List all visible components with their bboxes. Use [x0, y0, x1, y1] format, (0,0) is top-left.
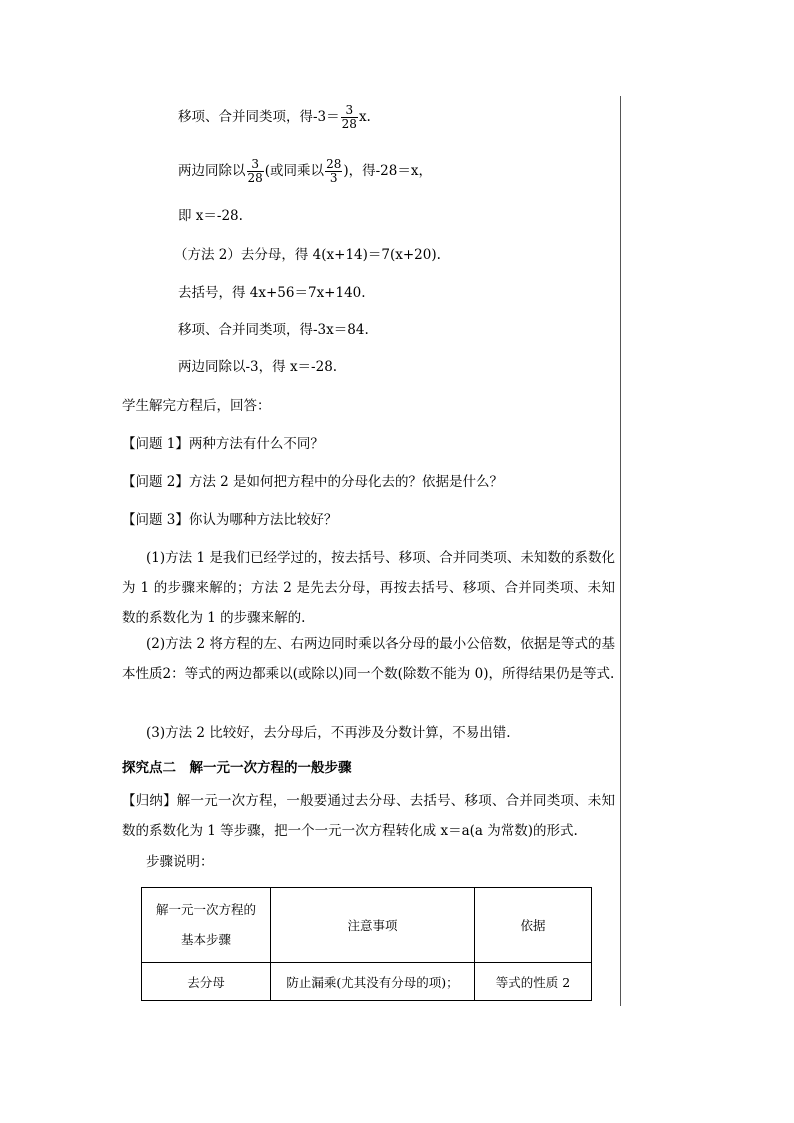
fraction-denominator: 3 [329, 171, 338, 185]
step-move-combine [178, 104, 371, 131]
fraction [247, 158, 264, 185]
method2-line: （方法 2）去分母，得 4(x+14)＝7(x+20). [174, 247, 441, 263]
cell-step: 去分母 [142, 963, 271, 1001]
cell-note: 防止漏乘(尤其没有分母的项)； [271, 963, 475, 1001]
steps-label: 步骤说明： [146, 854, 214, 870]
table-header-row [142, 888, 592, 963]
fraction-denominator: 28 [247, 171, 263, 185]
method2-expand: 去括号，得 4x+56＝7x+140. [178, 285, 366, 301]
fraction [325, 158, 342, 185]
fraction-numerator: 28 [326, 157, 342, 171]
question-3: 【问题 3】你认为哪种方法比较好？ [122, 512, 338, 528]
section-title: 探究点二 解一元一次方程的一般步骤 [122, 760, 352, 776]
method2-move: 移项、合并同类项，得-3x＝84. [178, 322, 369, 338]
step-text: 两边同除以 [178, 163, 246, 179]
student-answer-intro: 学生解完方程后，回答： [122, 398, 271, 414]
header-step-line1: 解一元一次方程的 [155, 902, 256, 917]
fraction-numerator: 3 [247, 158, 264, 172]
header-step [142, 888, 271, 963]
summary: 【归纳】解一元一次方程，一般要通过去分母、去括号、移项、合并同类项、未知数的系数化为 1 等步骤，把一个一元一次方程转化成 x＝a(a 为常数)的形式. [122, 793, 615, 839]
steps-table [141, 887, 592, 1001]
step-text: x. [358, 109, 371, 125]
header-notes: 注意事项 [271, 888, 475, 963]
margin-rule [620, 96, 621, 1006]
cell-basis: 等式的性质 2 [475, 963, 592, 1001]
answer-3: (3)方法 2 比较好，去分母后，不再涉及分数计算，不易出错. [146, 725, 511, 741]
method2-divide: 两边同除以-3，得 x＝-28. [178, 359, 338, 375]
step-divide [178, 158, 432, 185]
question-1: 【问题 1】两种方法有什么不同？ [122, 436, 324, 452]
step-text: )，得-28＝x， [343, 163, 432, 179]
step-text: (或同乘以 [264, 163, 325, 179]
answer-1: (1)方法 1 是我们已经学过的，按去括号、移项、合并同类项、未知数的系数化为 1 的步骤来解的；方法 2 是先去分母，再按去括号、移项、合并同类项、未知数的系数化为 1 的步骤来解的. [122, 550, 615, 626]
step-text: 移项、合并同类项，得-3＝ [178, 109, 340, 125]
step-result: 即 x＝-28. [178, 208, 243, 224]
question-2: 【问题 2】方法 2 是如何把方程中的分母化去的？依据是什么？ [122, 474, 504, 490]
header-basis: 依据 [475, 888, 592, 963]
header-step-line2: 基本步骤 [180, 932, 231, 947]
answer-2: (2)方法 2 将方程的左、右两边同时乘以各分母的最小公倍数，依据是等式的基本性质2：等式的两边都乘以(或除以)同一个数(除数不能为 0)，所得结果仍是等式. [122, 636, 615, 682]
fraction-numerator: 3 [341, 104, 358, 118]
table-row [142, 963, 592, 1001]
fraction [341, 104, 358, 131]
fraction-denominator: 28 [341, 117, 357, 131]
